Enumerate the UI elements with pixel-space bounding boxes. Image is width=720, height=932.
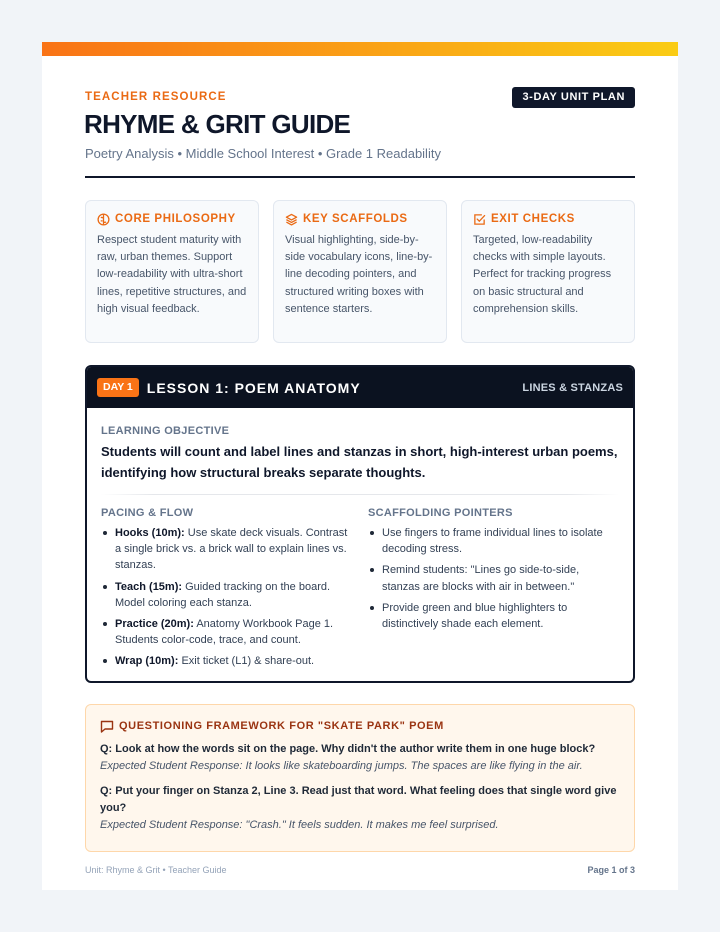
title-rule	[85, 176, 635, 178]
card-text: Visual highlighting, side-by-side vocabulary icons, line-by-line decoding pointers, and structured writing boxes with sentence starters.	[285, 234, 433, 315]
pacing-step-text: Anatomy Workbook Page 1. Students color-code, trace, and count.	[115, 618, 334, 647]
pacing-step-text: Use skate deck visuals. Contrast a single brick vs. a brick wall to explain lines vs. stanzas.	[115, 527, 348, 572]
pacing-label: PACING & FLOW	[101, 507, 194, 519]
lesson-tag: LINES & STANZAS	[522, 381, 623, 394]
expected-response: Expected Student Response: "Crash." It feels sudden. It makes me feel surprised.	[100, 819, 499, 831]
pacing-step-label: Hooks (10m):	[115, 527, 185, 539]
brain-icon	[97, 213, 110, 226]
card-title: KEY SCAFFOLDS	[303, 213, 408, 225]
question-text: Q: Look at how the words sit on the page. Why didn't the author write them in one huge block?	[100, 743, 596, 755]
list-item: Remind students: "Lines go side-to-side, stanzas are blocks with air in between."	[368, 562, 620, 594]
footer-page-number: Page 1 of 3	[587, 865, 635, 875]
card-title: CORE PHILOSOPHY	[115, 213, 236, 225]
unit-plan-badge: 3-DAY UNIT PLAN	[512, 87, 635, 108]
lesson-panel	[85, 365, 635, 683]
list-item	[101, 525, 353, 574]
framework-title: QUESTIONING FRAMEWORK FOR "SKATE PARK" POEM	[119, 720, 444, 732]
objective-text: Students will count and label lines and stanzas in short, high-interest urban poems, identifying how structural breaks separate thoughts.	[101, 444, 618, 480]
eyebrow-label: TEACHER RESOURCE	[85, 91, 227, 103]
expected-response: Expected Student Response: It looks like skateboarding jumps. The spaces are like flying in the air.	[100, 760, 583, 772]
card-core-philosophy	[85, 200, 259, 343]
questioning-framework-box	[85, 704, 635, 852]
card-key-scaffolds	[273, 200, 447, 343]
pacing-step-label: Teach (15m):	[115, 580, 183, 593]
scaffolding-label: SCAFFOLDING POINTERS	[368, 507, 513, 519]
footer-unit: Unit: Rhyme & Grit • Teacher Guide	[85, 865, 227, 875]
objective-label: LEARNING OBJECTIVE	[101, 425, 230, 437]
list-item	[101, 579, 353, 611]
day-badge: DAY 1	[97, 378, 139, 397]
pacing-column	[101, 507, 353, 675]
page	[42, 42, 678, 890]
list-item: Use fingers to frame individual lines to isolate decoding stress.	[368, 525, 620, 557]
card-exit-checks	[461, 200, 635, 343]
card-text: Targeted, low-readability checks with simple layouts. Perfect for tracking progress on basic structural and comprehension skills.	[473, 234, 612, 315]
layers-icon	[285, 213, 298, 226]
scaffolding-column	[368, 507, 620, 637]
page-subtitle: Poetry Analysis • Middle School Interest • Grade 1 Readability	[85, 146, 441, 161]
section-divider	[101, 494, 619, 495]
pacing-step-label: Practice (20m):	[115, 618, 194, 631]
gradient-top-bar	[42, 42, 678, 56]
card-text: Respect student maturity with raw, urban themes. Support low-readability with ultra-short lines, repetitive structures, and high visual feedback.	[97, 234, 247, 315]
lesson-header	[87, 367, 633, 408]
chat-bubble-icon	[100, 720, 114, 733]
pacing-step-text: Exit ticket (L1) & share-out.	[181, 655, 315, 668]
check-square-icon	[473, 213, 486, 226]
card-title: EXIT CHECKS	[491, 213, 575, 225]
list-item	[101, 653, 353, 669]
page-title: RHYME & GRIT GUIDE	[84, 109, 351, 139]
pacing-step-text: Guided tracking on the board. Model coloring each stanza.	[115, 580, 331, 609]
list-item	[101, 616, 353, 648]
list-item: Provide green and blue highlighters to distinctively shade each element.	[368, 600, 620, 632]
pacing-step-label: Wrap (10m):	[115, 655, 179, 668]
question-text: Q: Put your finger on Stanza 2, Line 3. Read just that word. What feeling does that single word give you?	[100, 785, 617, 814]
lesson-title: LESSON 1: POEM ANATOMY	[146, 379, 361, 396]
